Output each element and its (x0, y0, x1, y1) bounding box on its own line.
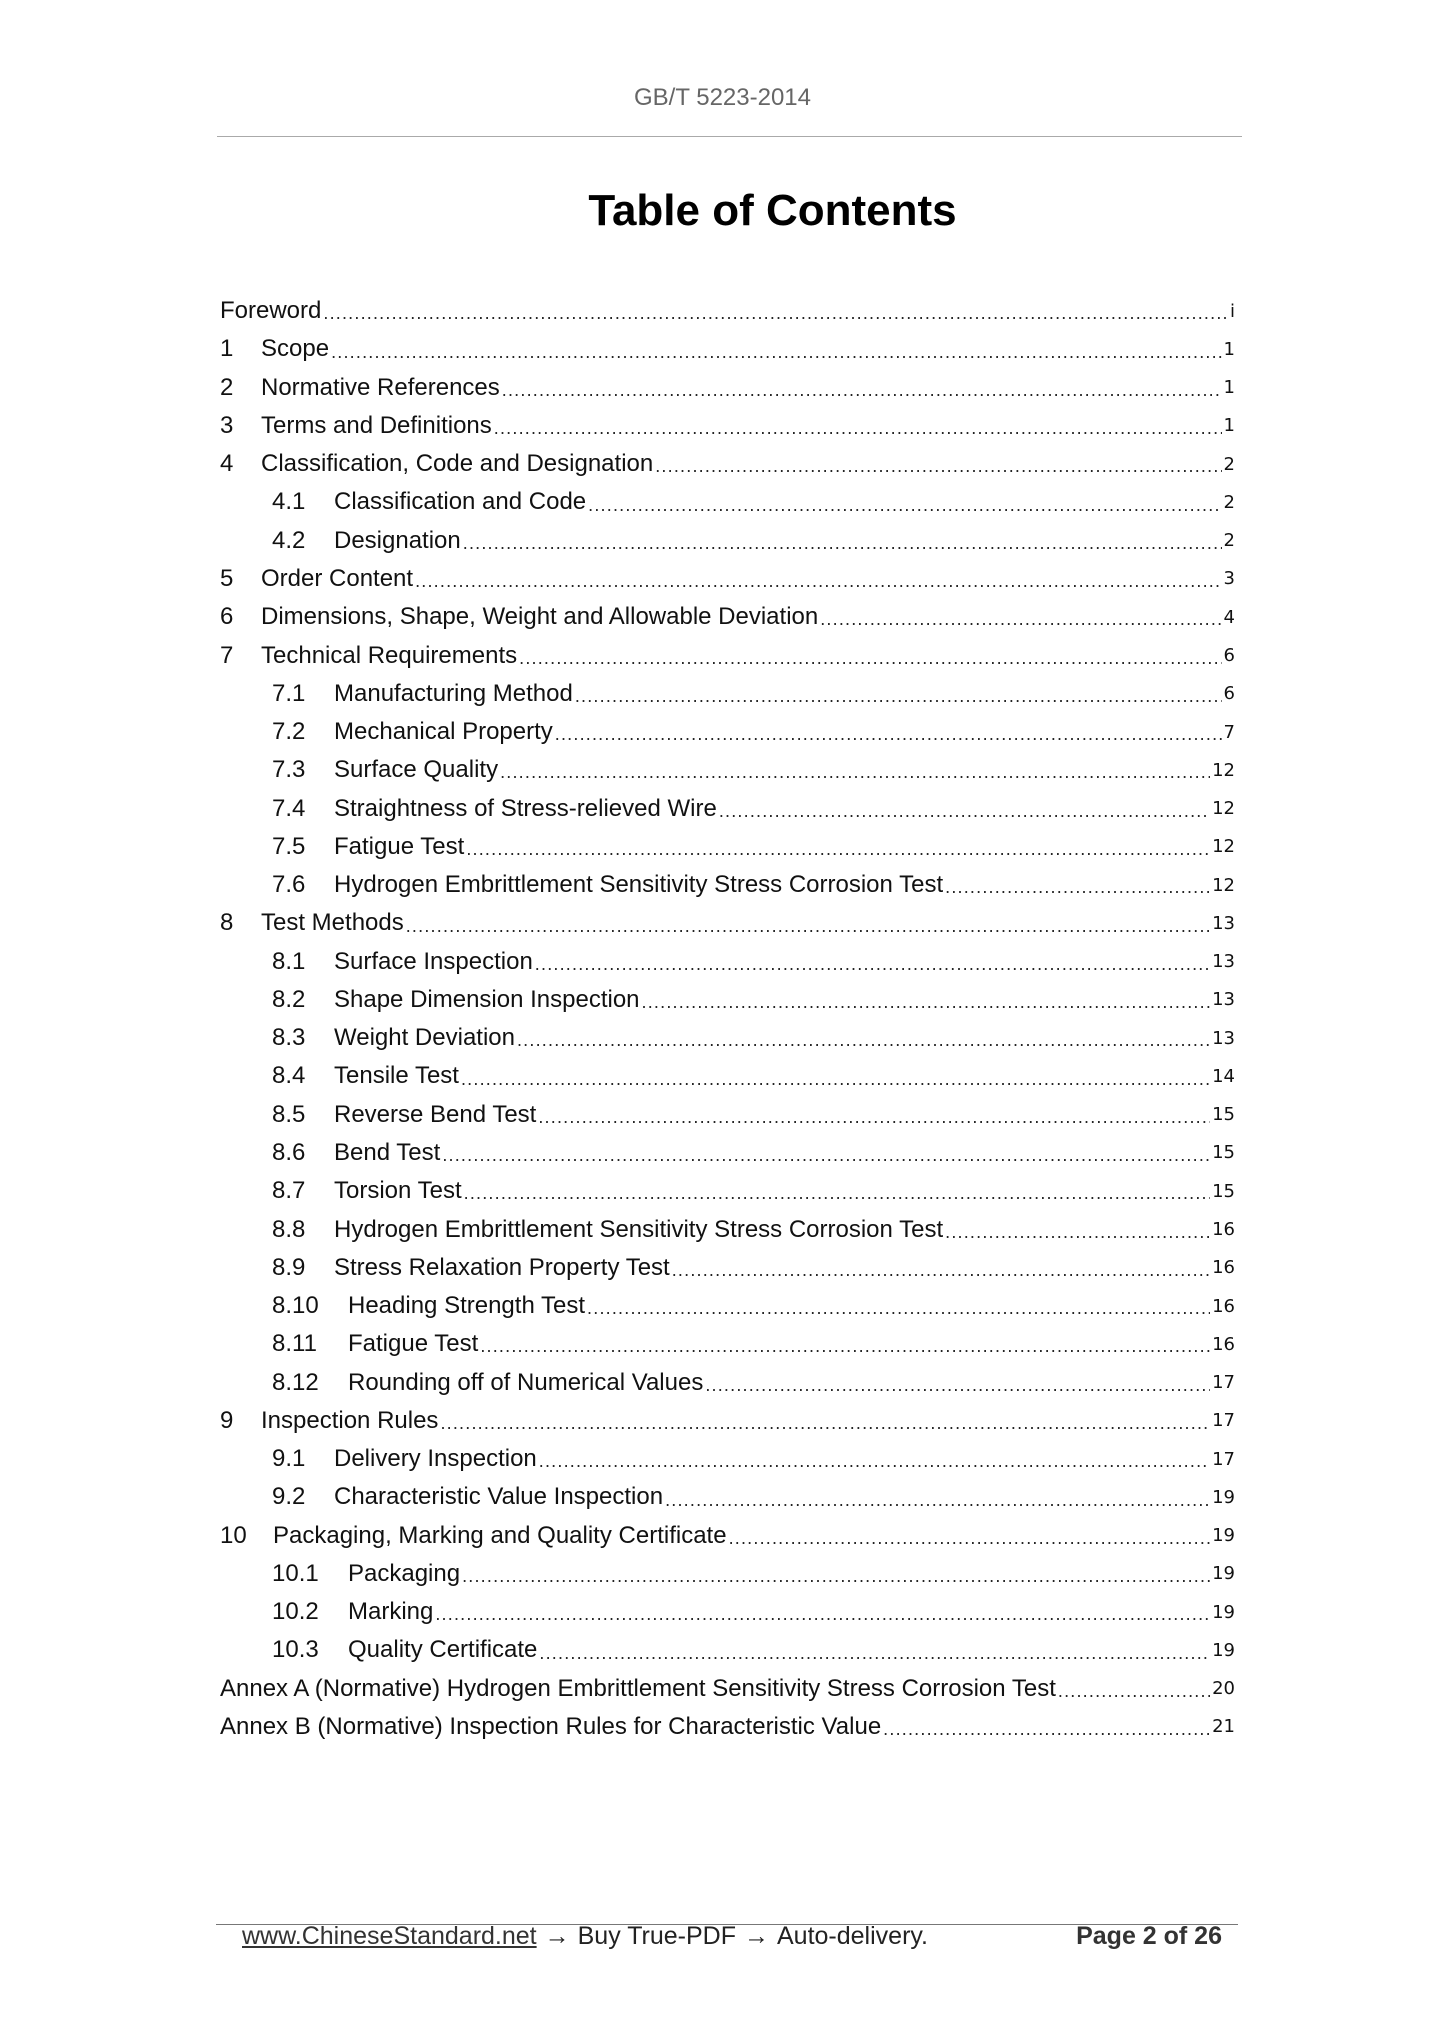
toc-section-title: Hydrogen Embrittlement Sensitivity Stress Corrosion Test (334, 1215, 944, 1243)
toc-page-number: 3 (1223, 568, 1235, 590)
toc-dot-leader (587, 1299, 1210, 1325)
toc-dot-leader (575, 687, 1222, 713)
toc-section-title: Weight Deviation (334, 1024, 515, 1052)
toc-entry[interactable] (220, 407, 1235, 445)
toc-entry[interactable] (220, 828, 1235, 866)
toc-section-number: 7.6 (272, 871, 306, 899)
toc-section-number: 9.1 (272, 1445, 306, 1473)
toc-page-number: 1 (1223, 338, 1235, 360)
document-header: GB/T 5223-2014 (633, 84, 811, 111)
toc-section-number: 8.7 (272, 1177, 306, 1205)
table-of-contents (220, 292, 1235, 1746)
toc-page-number: 12 (1212, 759, 1235, 781)
toc-page-number: 15 (1212, 1180, 1235, 1202)
toc-page-number: 16 (1212, 1333, 1235, 1355)
toc-dot-leader (406, 917, 1210, 943)
toc-section-number: 1 (220, 335, 234, 363)
toc-entry[interactable] (220, 713, 1235, 751)
toc-section-number: 4 (220, 450, 234, 478)
toc-dot-leader (461, 1070, 1210, 1096)
toc-section-title: Hydrogen Embrittlement Sensitivity Stress Corrosion Test (334, 871, 944, 899)
toc-page-number: 6 (1223, 645, 1235, 667)
toc-section-number: 10.3 (272, 1636, 319, 1664)
toc-section-title: Bend Test (334, 1138, 441, 1166)
toc-section-number: 9.2 (272, 1483, 306, 1511)
toc-section-number: 4.2 (272, 526, 306, 554)
toc-page-number: 14 (1212, 1065, 1235, 1087)
toc-entry[interactable] (220, 943, 1235, 981)
toc-dot-leader (500, 763, 1210, 789)
toc-section-number: 10 (220, 1521, 247, 1549)
toc-dot-leader (555, 725, 1222, 751)
toc-entry[interactable] (220, 1478, 1235, 1516)
toc-dot-leader (502, 381, 1222, 407)
toc-dot-leader (719, 802, 1210, 828)
toc-section-number: 7.5 (272, 832, 306, 860)
toc-entry[interactable] (220, 1019, 1235, 1057)
toc-section-title: Shape Dimension Inspection (334, 985, 640, 1013)
toc-page-number: 19 (1212, 1563, 1235, 1585)
toc-section-title: Fatigue Test (348, 1330, 479, 1358)
toc-page-number: 12 (1212, 836, 1235, 858)
toc-entry[interactable] (220, 1134, 1235, 1172)
toc-section-number: 8.6 (272, 1138, 306, 1166)
toc-section-title: Classification, Code and Designation (261, 450, 654, 478)
toc-page-number: 19 (1212, 1486, 1235, 1508)
toc-entry[interactable] (220, 1555, 1235, 1593)
toc-section-title: Quality Certificate (348, 1636, 538, 1664)
toc-entry[interactable] (220, 1057, 1235, 1095)
toc-page-number: 19 (1212, 1601, 1235, 1623)
toc-dot-leader (729, 1529, 1211, 1555)
toc-dot-leader (539, 1644, 1210, 1670)
auto-delivery-text: Auto-delivery. (777, 1922, 928, 1950)
toc-entry[interactable] (220, 560, 1235, 598)
toc-section-number: 8.2 (272, 985, 306, 1013)
toc-section-number: 7.1 (272, 679, 306, 707)
toc-dot-leader (883, 1720, 1210, 1746)
toc-section-number: 8.1 (272, 947, 306, 975)
toc-section-title: Tensile Test (334, 1062, 459, 1090)
toc-section-number: 8.4 (272, 1062, 306, 1090)
toc-dot-leader (463, 534, 1222, 560)
toc-section-number: 7.4 (272, 794, 306, 822)
toc-section-title: Stress Relaxation Property Test (334, 1253, 670, 1281)
toc-section-number: 8.5 (272, 1100, 306, 1128)
toc-section-title: Manufacturing Method (334, 679, 573, 707)
toc-page-number: 15 (1212, 1104, 1235, 1126)
toc-page-number: 1 (1223, 377, 1235, 399)
toc-dot-leader (672, 1261, 1210, 1287)
chinesestandard-link[interactable]: www.ChineseStandard.net (242, 1922, 537, 1950)
toc-page-number: 7 (1223, 721, 1235, 743)
toc-dot-leader (464, 1184, 1210, 1210)
toc-section-title: Terms and Definitions (261, 411, 492, 439)
toc-dot-leader (323, 304, 1228, 330)
toc-entry[interactable] (220, 866, 1235, 904)
toc-section-number: 8.11 (272, 1330, 317, 1358)
toc-section-title: Rounding off of Numerical Values (348, 1368, 704, 1396)
toc-section-number: 3 (220, 411, 234, 439)
toc-page-number: 17 (1212, 1372, 1235, 1394)
toc-entry[interactable] (220, 1363, 1235, 1401)
toc-page-number: i (1229, 300, 1235, 322)
toc-page-number: 19 (1212, 1639, 1235, 1661)
toc-dot-leader (440, 1414, 1210, 1440)
toc-section-number: 8.3 (272, 1024, 306, 1052)
toc-page-number: 16 (1212, 1257, 1235, 1279)
toc-section-number: 2 (220, 373, 234, 401)
toc-page-number: 13 (1212, 989, 1235, 1011)
toc-section-number: 7.3 (272, 756, 306, 784)
toc-entry[interactable] (220, 1708, 1235, 1746)
toc-section-title: Inspection Rules (261, 1406, 439, 1434)
toc-dot-leader (655, 457, 1221, 483)
toc-section-title: Heading Strength Test (348, 1292, 586, 1320)
toc-entry[interactable] (220, 1325, 1235, 1363)
toc-section-title: Mechanical Property (334, 718, 553, 746)
toc-section-number: 8.12 (272, 1368, 319, 1396)
header-divider (217, 136, 1242, 137)
toc-page-number: 19 (1212, 1525, 1235, 1547)
toc-section-title: Surface Quality (334, 756, 499, 784)
toc-section-title: Annex A (Normative) Hydrogen Embrittlement Sensitivity Stress Corrosion Test (220, 1674, 1056, 1702)
toc-section-title: Reverse Bend Test (334, 1100, 537, 1128)
toc-section-number: 8 (220, 909, 234, 937)
toc-entry[interactable] (220, 1517, 1235, 1555)
toc-dot-leader (538, 1108, 1210, 1134)
right-arrow-icon: → (744, 1922, 769, 1950)
toc-section-title: Test Methods (261, 909, 404, 937)
toc-dot-leader (331, 343, 1221, 369)
toc-section-title: Fatigue Test (334, 832, 465, 860)
toc-dot-leader (535, 955, 1210, 981)
toc-page-number: 6 (1223, 683, 1235, 705)
toc-page-number: 13 (1212, 1027, 1235, 1049)
toc-section-number: 6 (220, 603, 234, 631)
toc-entry[interactable] (220, 789, 1235, 827)
toc-dot-leader (462, 1567, 1210, 1593)
toc-dot-leader (517, 1031, 1210, 1057)
toc-page-number: 2 (1223, 453, 1235, 475)
toc-section-title: Technical Requirements (261, 641, 518, 669)
toc-dot-leader (519, 649, 1221, 675)
toc-entry[interactable] (220, 1096, 1235, 1134)
right-arrow-icon: → (544, 1922, 570, 1950)
toc-entry[interactable] (220, 1440, 1235, 1478)
toc-page-number: 1 (1223, 415, 1235, 437)
toc-section-number: 4.1 (272, 488, 306, 516)
toc-dot-leader (642, 993, 1211, 1019)
toc-section-number: 8.10 (272, 1292, 319, 1320)
toc-section-number: 7 (220, 641, 234, 669)
toc-section-title: Scope (261, 335, 330, 363)
toc-section-number: 9 (220, 1406, 234, 1434)
toc-page-number: 16 (1212, 1219, 1235, 1240)
toc-page-number: 12 (1212, 798, 1235, 820)
toc-dot-leader (945, 1223, 1210, 1249)
toc-section-number: 7.2 (272, 718, 306, 746)
toc-entry[interactable] (220, 483, 1235, 521)
toc-page-number: 13 (1212, 912, 1235, 934)
toc-section-title: Packaging, Marking and Quality Certificate (273, 1521, 727, 1549)
buy-true-pdf-text: Buy True-PDF (577, 1922, 736, 1950)
toc-dot-leader (466, 840, 1210, 866)
toc-section-title: Classification and Code (334, 488, 587, 516)
toc-entry[interactable] (220, 369, 1235, 407)
toc-dot-leader (588, 496, 1221, 522)
toc-dot-leader (945, 878, 1210, 904)
toc-entry[interactable] (220, 751, 1235, 789)
toc-section-title: Normative References (261, 373, 500, 401)
toc-page-number: 21 (1212, 1716, 1235, 1738)
toc-entry[interactable] (220, 1210, 1235, 1248)
toc-section-number: 10.2 (272, 1598, 319, 1626)
page-number: Page 2 of 26 (1076, 1922, 1222, 1950)
toc-dot-leader (665, 1491, 1210, 1517)
toc-dot-leader (435, 1605, 1210, 1631)
toc-page-number: 15 (1212, 1142, 1235, 1164)
toc-entry[interactable] (220, 1249, 1235, 1287)
toc-page-number: 2 (1223, 530, 1235, 552)
toc-entry[interactable] (220, 1287, 1235, 1325)
toc-entry[interactable] (220, 598, 1235, 636)
toc-section-number: 10.1 (272, 1559, 319, 1587)
page-footer (242, 1922, 1222, 1951)
toc-section-title: Foreword (220, 297, 322, 325)
toc-section-title: Delivery Inspection (334, 1445, 537, 1473)
toc-entry[interactable] (220, 636, 1235, 674)
toc-entry[interactable] (220, 1172, 1235, 1210)
toc-section-title: Packaging (348, 1559, 461, 1587)
toc-entry[interactable] (220, 330, 1235, 368)
toc-entry[interactable] (220, 675, 1235, 713)
toc-dot-leader (415, 572, 1221, 598)
toc-section-number: 8.9 (272, 1253, 306, 1281)
toc-section-number: 5 (220, 564, 234, 592)
toc-dot-leader (539, 1452, 1210, 1478)
toc-section-title: Designation (334, 526, 461, 554)
toc-entry[interactable] (220, 292, 1235, 330)
toc-section-title: Straightness of Stress-relieved Wire (334, 794, 717, 822)
toc-section-title: Surface Inspection (334, 947, 533, 975)
toc-section-title: Dimensions, Shape, Weight and Allowable Deviation (261, 603, 819, 631)
toc-entry[interactable] (220, 981, 1235, 1019)
toc-dot-leader (442, 1146, 1210, 1172)
toc-dot-leader (705, 1376, 1210, 1402)
toc-page-number: 20 (1212, 1678, 1235, 1700)
toc-entry[interactable] (220, 904, 1235, 942)
toc-section-title: Order Content (261, 564, 414, 592)
toc-dot-leader (820, 610, 1221, 636)
toc-dot-leader (494, 419, 1222, 445)
toc-entry[interactable] (220, 1402, 1235, 1440)
toc-entry[interactable] (220, 1593, 1235, 1631)
toc-page-number: 12 (1212, 874, 1235, 896)
toc-dot-leader (1058, 1682, 1210, 1708)
toc-entry[interactable] (220, 445, 1235, 483)
toc-page-number: 16 (1212, 1295, 1235, 1317)
toc-page-number: 2 (1223, 491, 1235, 513)
toc-section-title: Characteristic Value Inspection (334, 1483, 664, 1511)
toc-entry[interactable] (220, 1631, 1235, 1669)
toc-section-number: 8.8 (272, 1215, 306, 1243)
toc-page-number: 17 (1212, 1410, 1235, 1432)
toc-page-number: 4 (1223, 606, 1235, 628)
toc-section-title: Annex B (Normative) Inspection Rules for Characteristic Value (220, 1712, 882, 1740)
toc-page-number: 17 (1212, 1448, 1235, 1470)
page-title: Table of Contents (588, 186, 957, 235)
toc-entry[interactable] (220, 1670, 1235, 1708)
toc-section-title: Torsion Test (334, 1177, 462, 1205)
toc-entry[interactable] (220, 522, 1235, 560)
toc-dot-leader (480, 1337, 1210, 1363)
toc-page-number: 13 (1212, 951, 1235, 973)
toc-section-title: Marking (348, 1598, 434, 1626)
